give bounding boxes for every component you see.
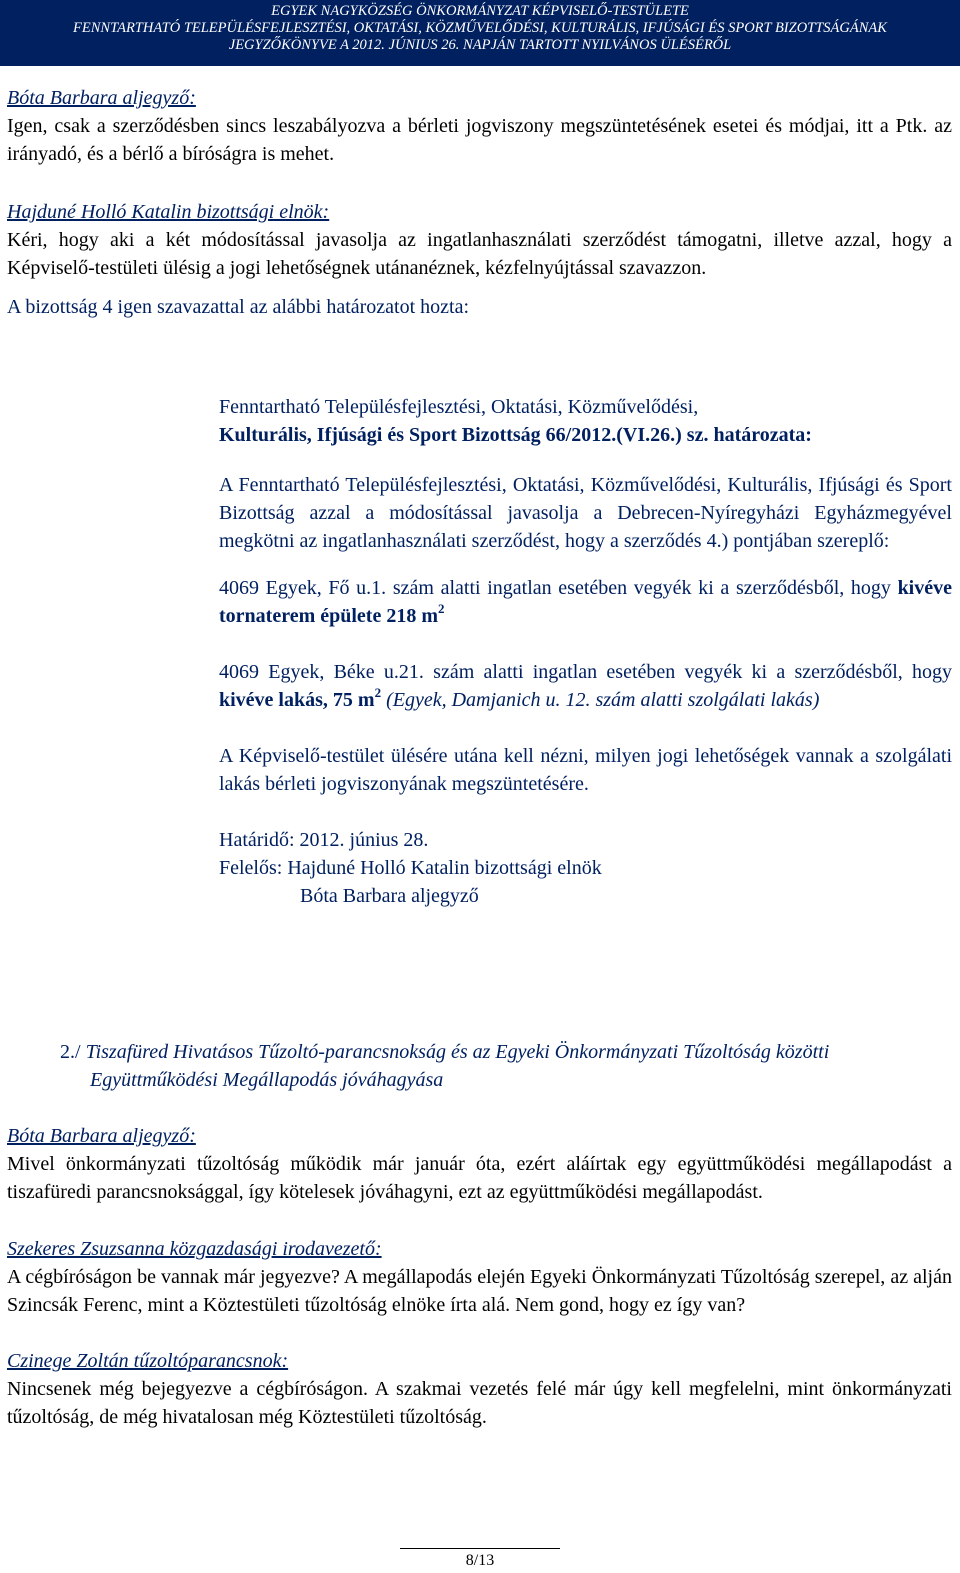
agenda-item-2 <box>60 1038 952 1094</box>
section-2 <box>7 1122 952 1431</box>
speaker-hajdune: Hajduné Holló Katalin bizottsági elnök: <box>7 201 330 223</box>
resolution <box>219 393 952 910</box>
speaker-bota-1: Bóta Barbara aljegyző: <box>7 87 196 109</box>
document-header <box>0 0 960 66</box>
resolution-note: A Képviselő-testület ülésére utána kell nézni, milyen jogi lehetőségek vannak a szolgálati lakás bérleti jogviszonyának megszüntetésére. <box>219 745 952 795</box>
resolution-item-2: 4069 Egyek, Béke u.21. szám alatti ingatlan esetében vegyék ki a szerződésből, hogy kivéve lakás, 75 $m^2$ (Egyek, Damjanich u. 12. szám alatti szolgálati lakás) <box>219 661 952 711</box>
resolution-item-1: 4069 Egyek, Fő u.1. szám alatti ingatlan esetében vegyék ki a szerződésből, hogy kivéve tornaterem épülete 218 $m^2$ <box>219 577 952 627</box>
paragraph-bota-1: Igen, csak a szerződésben sincs leszabályozva a bérleti jogviszony megszüntetésének esetei és módjai, itt a Ptk. az irányadó, és a bérlő a bíróságra is mehet. <box>7 115 952 165</box>
resolution-responsible-2: Bóta Barbara aljegyző <box>300 885 479 907</box>
vote-statement: A bizottság 4 igen szavazattal az alábbi határozatot hozta: <box>7 296 470 318</box>
speaker-szekeres: Szekeres Zsuzsanna közgazdasági irodavezető: <box>7 1238 382 1260</box>
paragraph-szekeres: A cégbíróságon be vannak már jegyezve? A megállapodás elején Egyeki Önkormányzati Tűzoltóság szerepel, az alján Szincsák Ferenc, mint a Köztestületi tűzoltóság elnöke írta alá. Nem gond, hogy ez így van? <box>7 1266 952 1316</box>
header-line-2: FENNTARTHATÓ TELEPÜLÉSFEJLESZTÉSI, OKTATÁSI, KÖZMŰVELŐDÉSI, KULTURÁLIS, IFJÚSÁGI ÉS SPORT BIZOTTSÁGÁNAK <box>73 20 887 36</box>
resolution-body: A Fenntartható Településfejlesztési, Oktatási, Közművelődési, Kulturális, Ifjúsági és Sport Bizottság azzal a módosítással javasolja a Debrecen-Nyíregyházi Egyházmegyével megkötni az ingatlanhasználati szerződést, hogy a szerződés 4.) pontjában szereplő: <box>219 474 952 552</box>
speaker-czinege: Czinege Zoltán tűzoltóparancsnok: <box>7 1350 289 1372</box>
section-1 <box>7 84 952 321</box>
paragraph-hajdune: Kéri, hogy aki a két módosítással javasolja az ingatlanhasználati szerződést támogatni, illetve azzal, hogy a Képviselő-testületi ülésig a jogi lehetőségnek utánanéznek, kézfelnyújtással szavazzon. <box>7 229 952 279</box>
resolution-responsible: Felelős: Hajduné Holló Katalin bizottsági elnök <box>219 857 602 879</box>
resolution-title-2: Kulturális, Ifjúsági és Sport Bizottság 66/2012.(VI.26.) sz. határozata: <box>219 424 812 446</box>
page-number: 8/13 <box>465 1552 495 1569</box>
speaker-bota-2: Bóta Barbara aljegyző: <box>7 1125 196 1147</box>
header-line-3: JEGYZŐKÖNYVE A 2012. JÚNIUS 26. NAPJÁN TARTOTT NYILVÁNOS ÜLÉSÉRŐL <box>228 37 732 53</box>
header-line-1: EGYEK NAGYKÖZSÉG ÖNKORMÁNYZAT KÉPVISELŐ-TESTÜLETE <box>271 3 689 19</box>
footer-rule <box>400 1548 560 1549</box>
paragraph-bota-2: Mivel önkormányzati tűzoltóság működik már január óta, ezért aláírtak egy együttműködési megállapodást a tiszafüredi parancsnoksággal, így kötelesek jóváhagyni, ezt az együttműködési megállapodást. <box>7 1153 952 1203</box>
resolution-title-1: Fenntartható Településfejlesztési, Oktatási, Közművelődési, <box>219 396 699 418</box>
agenda-2-title: 2./ Tiszafüred Hivatásos Tűzoltó-parancsnokság és az Egyeki Önkormányzati Tűzoltóság közötti Együttműködési Megállapodás jóváhagyása <box>60 1041 830 1091</box>
resolution-deadline: Határidő: 2012. június 28. <box>219 829 429 851</box>
paragraph-czinege: Nincsenek még bejegyezve a cégbíróságon. A szakmai vezetés felé már úgy kell megfelelni, mint önkormányzati tűzoltóság, de még hivatalosan még Köztestületi tűzoltóság. <box>7 1378 952 1428</box>
